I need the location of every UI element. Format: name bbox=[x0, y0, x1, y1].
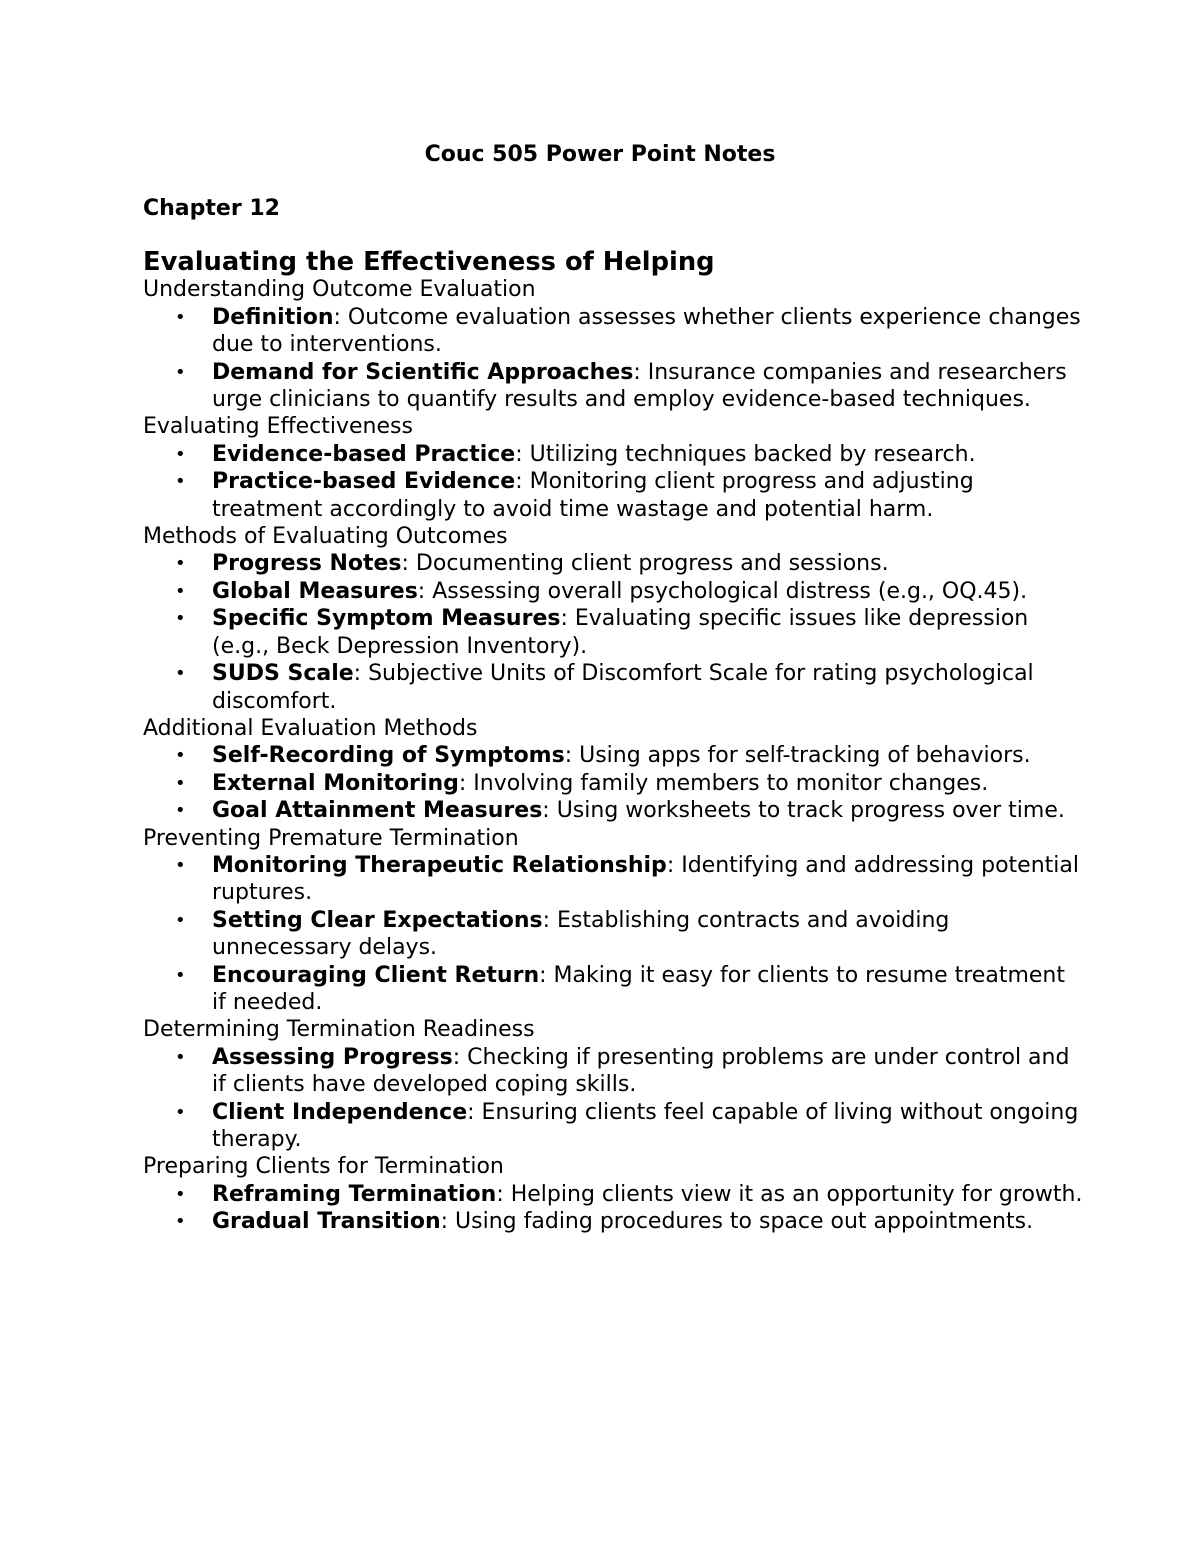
list-item bbox=[143, 742, 1083, 769]
item-text: : Utilizing techniques backed by research. bbox=[515, 441, 976, 467]
section bbox=[143, 276, 1083, 413]
item-text: : Using apps for self-tracking of behaviors. bbox=[564, 743, 1031, 769]
item-term: Definition bbox=[212, 304, 334, 330]
bullet-icon: • bbox=[175, 964, 186, 986]
item-term: Setting Clear Expectations bbox=[212, 907, 543, 933]
bullet-list bbox=[143, 1044, 1083, 1154]
list-item bbox=[143, 359, 1083, 414]
list-item bbox=[143, 852, 1083, 907]
list-item bbox=[143, 578, 1083, 605]
bullet-icon: • bbox=[175, 772, 186, 794]
item-text: : Insurance companies and researchers urge clinicians to quantify results and employ evidence-based techniques. bbox=[212, 359, 1067, 413]
bullet-icon: • bbox=[175, 361, 186, 383]
bullet-icon: • bbox=[175, 443, 186, 465]
item-term: Demand for Scientific Approaches bbox=[212, 359, 634, 385]
bullet-icon: • bbox=[175, 1101, 186, 1123]
item-term: Specific Symptom Measures bbox=[212, 606, 561, 632]
item-text: : Evaluating specific issues like depression (e.g., Beck Depression Inventory). bbox=[212, 606, 1029, 659]
section-title: Preventing Premature Termination bbox=[143, 825, 519, 851]
section bbox=[143, 825, 1083, 1017]
chapter-heading: Chapter 12 bbox=[143, 196, 280, 221]
bullet-list bbox=[143, 304, 1083, 414]
bullet-icon: • bbox=[175, 800, 186, 822]
item-text: : Involving family members to monitor changes. bbox=[458, 770, 989, 796]
section-title: Determining Termination Readiness bbox=[143, 1017, 535, 1043]
bullet-icon: • bbox=[175, 608, 186, 630]
bullet-icon: • bbox=[175, 854, 186, 876]
item-term: Goal Attainment Measures bbox=[212, 798, 543, 824]
main-heading: Evaluating the Effectiveness of Helping bbox=[143, 247, 715, 277]
item-term: Global Measures bbox=[212, 578, 418, 604]
section bbox=[143, 715, 1083, 825]
item-term: Assessing Progress bbox=[212, 1044, 453, 1070]
item-text: : Making it easy for clients to resume treatment if needed. bbox=[212, 962, 1065, 1015]
list-item bbox=[143, 605, 1083, 660]
item-text: : Establishing contracts and avoiding unnecessary delays. bbox=[212, 907, 950, 961]
section-title: Understanding Outcome Evaluation bbox=[143, 277, 536, 303]
list-item bbox=[143, 770, 1083, 797]
bullet-icon: • bbox=[175, 471, 186, 493]
bullet-icon: • bbox=[175, 1046, 186, 1068]
list-item bbox=[143, 1181, 1083, 1208]
item-term: Client Independence bbox=[212, 1099, 468, 1125]
list-item bbox=[143, 1044, 1083, 1099]
item-term: Practice-based Evidence bbox=[212, 469, 516, 495]
section-title: Additional Evaluation Methods bbox=[143, 715, 478, 741]
item-term: Evidence-based Practice bbox=[212, 441, 516, 467]
list-item bbox=[143, 660, 1083, 715]
section-title: Evaluating Effectiveness bbox=[143, 414, 413, 440]
list-item bbox=[143, 1099, 1083, 1154]
item-term: SUDS Scale bbox=[212, 661, 354, 687]
bullet-list bbox=[143, 852, 1083, 1016]
bullet-icon: • bbox=[175, 1211, 186, 1233]
item-text: : Helping clients view it as an opportunity for growth. bbox=[496, 1181, 1083, 1207]
bullet-icon: • bbox=[175, 306, 186, 328]
item-term: Encouraging Client Return bbox=[212, 962, 540, 988]
item-text: : Subjective Units of Discomfort Scale for rating psychological discomfort. bbox=[212, 661, 1034, 714]
item-text: : Using worksheets to track progress over time. bbox=[542, 798, 1065, 824]
section bbox=[143, 1153, 1083, 1235]
bullet-icon: • bbox=[175, 663, 186, 685]
section-title: Preparing Clients for Termination bbox=[143, 1154, 504, 1180]
list-item bbox=[143, 907, 1083, 962]
section-title: Methods of Evaluating Outcomes bbox=[143, 524, 508, 550]
section bbox=[143, 523, 1083, 715]
bullet-list bbox=[143, 441, 1083, 523]
item-term: Self-Recording of Symptoms bbox=[212, 743, 565, 769]
item-text: : Outcome evaluation assesses whether clients experience changes due to interventions. bbox=[212, 304, 1081, 358]
item-text: : Ensuring clients feel capable of living without ongoing therapy. bbox=[212, 1099, 1079, 1152]
list-item bbox=[143, 304, 1083, 359]
section bbox=[143, 1016, 1083, 1153]
bullet-list bbox=[143, 1181, 1083, 1236]
list-item bbox=[143, 962, 1083, 1017]
item-text: : Documenting client progress and sessions. bbox=[401, 551, 889, 577]
item-term: External Monitoring bbox=[212, 770, 459, 796]
section bbox=[143, 413, 1083, 523]
item-text: : Identifying and addressing potential ruptures. bbox=[212, 852, 1079, 906]
document-body bbox=[143, 249, 1083, 1236]
bullet-icon: • bbox=[175, 1183, 186, 1205]
document-title: Couc 505 Power Point Notes bbox=[424, 142, 776, 167]
list-item bbox=[143, 441, 1083, 468]
list-item bbox=[143, 1208, 1083, 1235]
bullet-icon: • bbox=[175, 745, 186, 767]
item-text: : Checking if presenting problems are under control and if clients have developed coping skills. bbox=[212, 1044, 1070, 1098]
list-item bbox=[143, 550, 1083, 577]
bullet-icon: • bbox=[175, 909, 186, 931]
bullet-icon: • bbox=[175, 553, 186, 575]
bullet-icon: • bbox=[175, 580, 186, 602]
item-term: Monitoring Therapeutic Relationship bbox=[212, 852, 667, 878]
item-term: Gradual Transition bbox=[212, 1209, 441, 1235]
item-term: Progress Notes bbox=[212, 551, 402, 577]
bullet-list bbox=[143, 550, 1083, 714]
list-item bbox=[143, 468, 1083, 523]
bullet-list bbox=[143, 742, 1083, 824]
item-text: : Assessing overall psychological distress (e.g., OQ.45). bbox=[417, 578, 1028, 604]
list-item bbox=[143, 797, 1083, 824]
item-text: : Using fading procedures to space out appointments. bbox=[440, 1209, 1034, 1235]
item-text: : Monitoring client progress and adjusting treatment accordingly to avoid time wastage and potential harm. bbox=[212, 469, 974, 522]
item-term: Reframing Termination bbox=[212, 1181, 497, 1207]
